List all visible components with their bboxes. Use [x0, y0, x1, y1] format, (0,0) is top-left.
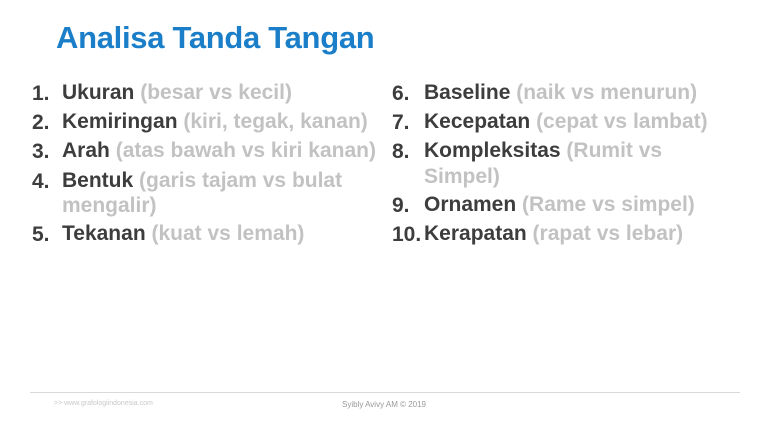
list-item-text: [424, 109, 730, 134]
list-item: [392, 192, 730, 218]
list-item-text: [62, 80, 376, 105]
right-column: [382, 80, 730, 250]
list-item-term: Kecepatan: [424, 110, 531, 134]
list-item-description: (kiri, tegak, kanan): [183, 110, 368, 134]
list-item-term: Kemiringan: [62, 110, 178, 134]
list-item: [32, 138, 376, 164]
list-item-number: 10.: [392, 222, 422, 246]
list-item: [32, 80, 376, 106]
list-item-text: [62, 168, 376, 218]
list-item-number: 8.: [392, 140, 410, 164]
list-item-term: Ornamen: [424, 192, 517, 216]
list-item-description: (naik vs menurun): [516, 81, 698, 104]
list-item: [392, 80, 730, 106]
list-item-term: Tekanan: [62, 221, 146, 245]
page-title: Analisa Tanda Tangan: [56, 20, 375, 55]
list-item-description: (rapat vs lebar): [532, 221, 684, 245]
list-item: [392, 138, 730, 188]
list-item-term: Baseline: [424, 81, 511, 104]
list-item-text: [424, 138, 730, 188]
list-item-number: 7.: [392, 111, 410, 135]
footer-website: >> www.grafologiindonesia.com: [54, 400, 153, 407]
list-item-text: [424, 221, 730, 246]
list-item-text: [424, 80, 730, 105]
list-item-term: Arah: [62, 139, 110, 163]
content-columns: [32, 80, 742, 250]
left-column: [32, 80, 382, 250]
footer-divider: [30, 392, 740, 393]
list-item-text: [62, 221, 376, 246]
list-item-description: (Rumit vs Simpel): [424, 139, 663, 188]
list-item-number: 9.: [392, 193, 410, 217]
list-item-term: Ukuran: [62, 81, 135, 104]
list-item-description: (besar vs kecil): [140, 81, 292, 104]
list-item-text: [62, 109, 376, 134]
list-item-text: [424, 192, 730, 217]
list-item-description: (Rame vs simpel): [522, 192, 695, 216]
list-item-number: 1.: [32, 82, 50, 105]
list-item: [392, 221, 730, 247]
list-item-number: 2.: [32, 111, 50, 135]
list-item-number: 3.: [32, 140, 50, 164]
list-item: [392, 109, 730, 135]
list-item-term: Kerapatan: [424, 221, 527, 245]
list-item-term: Kompleksitas: [424, 139, 561, 163]
list-item: [32, 168, 376, 218]
footer-credit: Syibly Avivy AM © 2019: [341, 400, 426, 409]
list-item-description: (kuat vs lemah): [151, 221, 305, 245]
list-item-number: 6.: [392, 82, 410, 105]
list-item: [32, 221, 376, 247]
list-item-text: [62, 138, 376, 163]
list-item-description: (atas bawah vs kiri kanan): [115, 139, 376, 163]
list-item-description: (cepat vs lambat): [536, 110, 708, 134]
list-item-description: (garis tajam vs bulat mengalir): [62, 168, 343, 217]
list-item-number: 4.: [32, 169, 50, 193]
list-item: [32, 109, 376, 135]
list-item-number: 5.: [32, 222, 50, 246]
list-item-term: Bentuk: [62, 168, 134, 192]
